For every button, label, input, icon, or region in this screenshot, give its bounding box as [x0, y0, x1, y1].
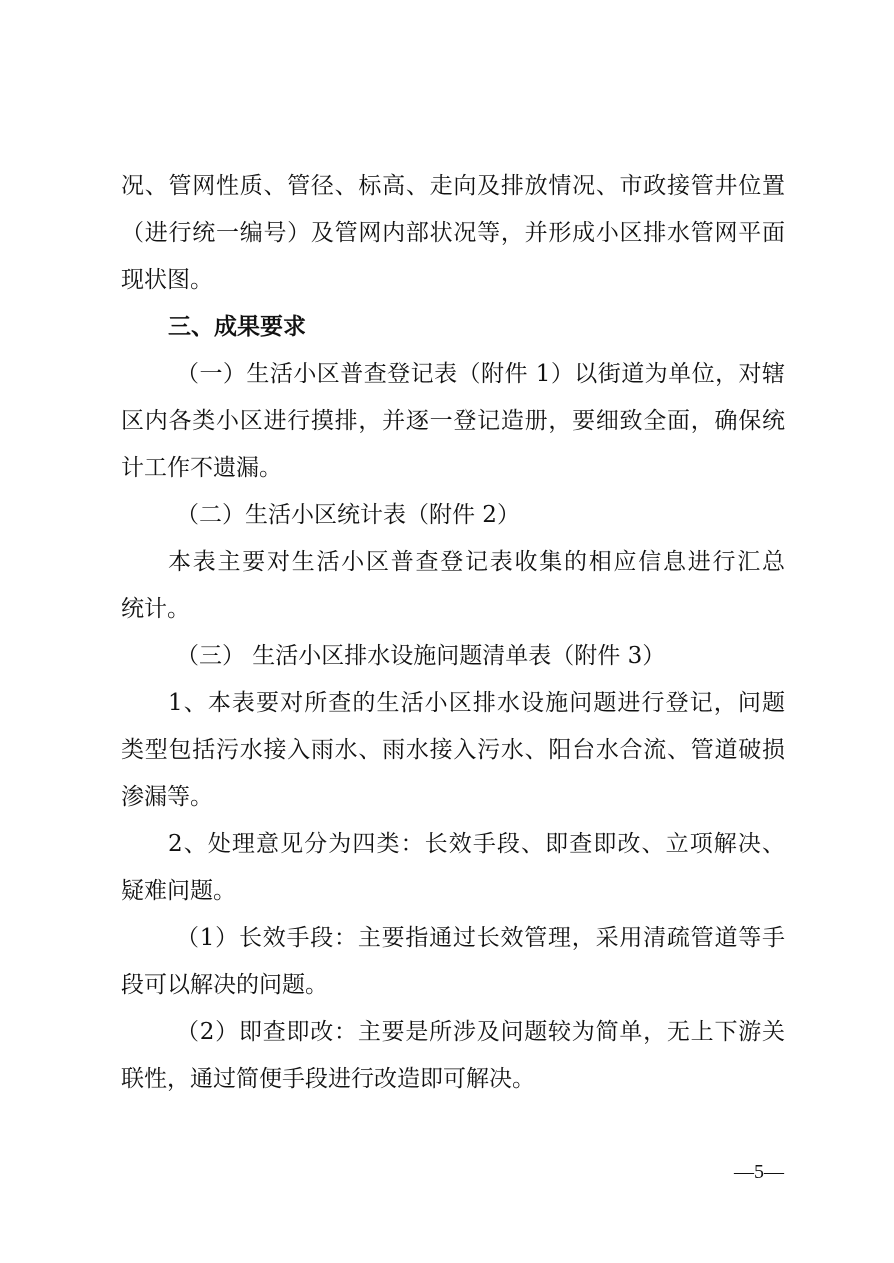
body-line-14: 渗漏等。 — [121, 784, 213, 810]
body-line-1: 况、管网性质、管径、标高、走向及排放情况、市政接管井位置 — [121, 173, 785, 199]
body-line-2: （进行统一编号）及管网内部状况等，并形成小区排水管网平面 — [121, 220, 785, 246]
body-line-3: 现状图。 — [121, 267, 213, 293]
body-line-9: 本表主要对生活小区普查登记表收集的相应信息进行汇总 — [168, 549, 785, 575]
body-line-7: 计工作不遗漏。 — [121, 455, 282, 481]
body-line-6: 区内各类小区进行摸排，并逐一登记造册，要细致全面，确保统 — [121, 408, 785, 434]
body-line-20: 联性，通过简便手段进行改造即可解决。 — [121, 1066, 535, 1092]
body-line-19: （2）即查即改：主要是所涉及问题较为简单，无上下游关 — [176, 1019, 785, 1045]
page-number: —5— — [734, 1161, 784, 1183]
body-line-12: 1、本表要对所查的生活小区排水设施问题进行登记，问题 — [168, 690, 785, 716]
body-line-15: 2、处理意见分为四类：长效手段、即查即改、立项解决、 — [168, 831, 785, 857]
subheading-3: （三） 生活小区排水设施问题清单表（附件 3） — [176, 643, 666, 669]
body-line-10: 统计。 — [121, 596, 190, 622]
subheading-2: （二）生活小区统计表（附件 2） — [176, 502, 520, 528]
body-line-16: 疑难问题。 — [121, 878, 236, 904]
body-line-18: 段可以解决的问题。 — [121, 972, 328, 998]
body-line-5: （一）生活小区普查登记表（附件 1）以街道为单位，对辖 — [176, 361, 785, 387]
section-heading: 三、成果要求 — [168, 314, 306, 340]
body-line-13: 类型包括污水接入雨水、雨水接入污水、阳台水合流、管道破损 — [121, 737, 785, 763]
body-line-17: （1）长效手段：主要指通过长效管理，采用清疏管道等手 — [176, 925, 785, 951]
